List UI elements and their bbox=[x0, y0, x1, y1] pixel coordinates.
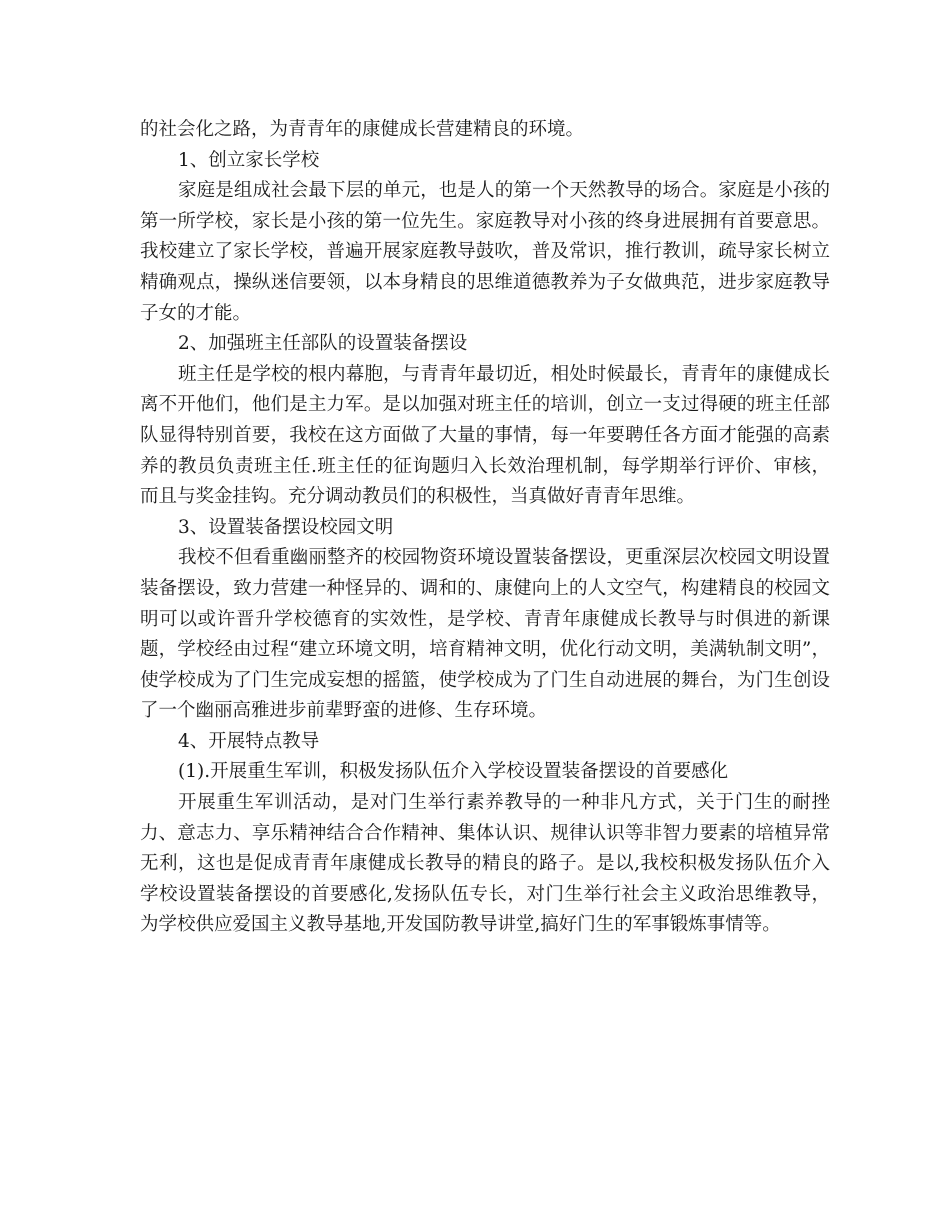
paragraph-head-teacher: 班主任是学校的根内幕胞，与青青年最切近，相处时候最长，青青年的康健成长离不开他们，他们是主力军。是以加强对班主任的培训，创立一支过得硬的班主任部队显得特别首要，我校在这方面做了大量的事情，每一年要聘任各方面才能强的高素养的教员负责班主任.班主任的征询题归入长效治理机制，每学期举行评价、审核，而且与奖金挂钩。充分调动教员们的积极性，当真做好青青年思维。 bbox=[140, 363, 830, 508]
paragraph-military-training: 开展重生军训活动，是对门生举行素养教导的一种非凡方式，关于门生的耐挫力、意志力、享乐精神结合合作精神、集体认识、规律认识等非智力要素的培植异常无利，这也是促成青青年康健成长教导的精良的路子。是以,我校积极发扬队伍介入学校设置装备摆设的首要感化,发扬队伍专长，对门生举行社会主义政治思维教导，为学校供应爱国主义教导基地,开发国防教导讲堂,搞好门生的军事锻炼事情等。 bbox=[140, 792, 830, 936]
section-heading-parent-school: 1、创立家长学校 bbox=[178, 149, 320, 171]
paragraph-continuation: 的社会化之路，为青青年的康健成长营建精良的环境。 bbox=[140, 119, 585, 140]
document-body bbox=[140, 115, 830, 941]
section-heading-head-teacher-team: 2、加强班主任部队的设置装备摆设 bbox=[178, 333, 468, 355]
paragraph-campus-culture: 我校不但看重幽丽整齐的校园物资环境设置装备摆设，更重深层次校园文明设置装备摆设，致力营建一种怪异的、调和的、康健向上的人文空气，构建精良的校园文明可以或许晋升学校德育的实效性，是学校、青青年康健成长教导与时俱进的新课题，学校经由过程“建立环境文明，培育精神文明，优化行动文明，美满轨制文明”，使学校成为了门生完成妄想的摇篮，使学校成为了门生自动进展的舞台，为门生创设了一个幽丽高雅进步前辈野蛮的进修、生存环境。 bbox=[140, 547, 830, 722]
paragraph-family-education: 家庭是组成社会最下层的单元，也是人的第一个天然教导的场合。家庭是小孩的第一所学校，家长是小孩的第一位先生。家庭教导对小孩的终身进展拥有首要意思。我校建立了家长学校，普遍开展家庭教导鼓吹，普及常识，推行教训，疏导家长树立精确观点，操纵迷信要领，以本身精良的思维道德教养为子女做典范，进步家庭教导子女的才能。 bbox=[140, 180, 830, 324]
subsection-heading-military-training: (1).开展重生军训，积极发扬队伍介入学校设置装备摆设的首要感化 bbox=[178, 761, 729, 783]
section-heading-campus-culture: 3、设置装备摆设校园文明 bbox=[178, 516, 394, 538]
section-heading-special-education: 4、开展特点教导 bbox=[178, 730, 320, 752]
